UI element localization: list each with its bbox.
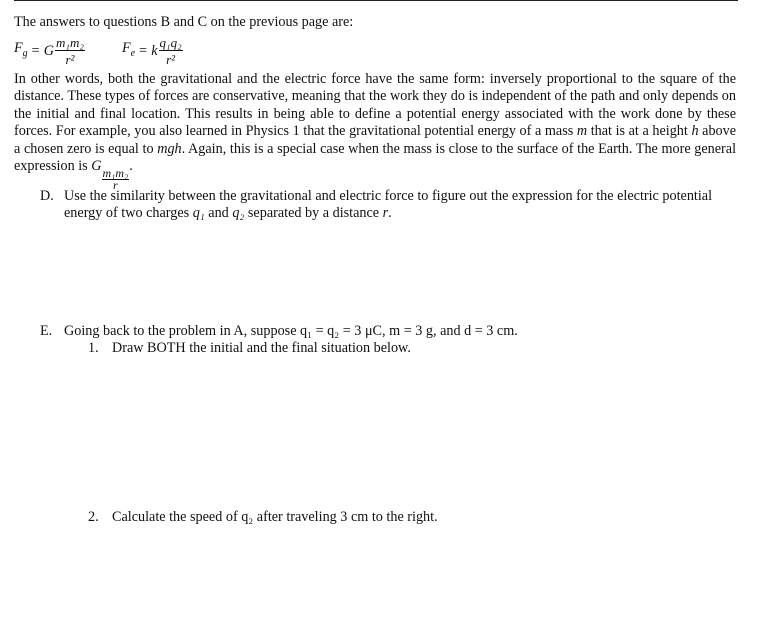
question-d-and: and bbox=[208, 205, 229, 221]
question-e-label: E. bbox=[40, 323, 53, 339]
question-d-text bbox=[64, 188, 712, 222]
potential-numerator: m₁m₂ bbox=[102, 166, 129, 181]
paragraph-text-2: that is at a height bbox=[590, 123, 688, 140]
electric-lhs: F bbox=[122, 40, 131, 57]
question-e-sub1 bbox=[88, 340, 688, 358]
equation-row bbox=[14, 34, 314, 68]
electric-fraction bbox=[159, 36, 183, 66]
question-d-period: . bbox=[388, 205, 392, 221]
question-e-sub2-text: Calculate the speed of q₂ after traveling 3 cm to the right. bbox=[112, 509, 438, 525]
gravity-numerator: m₁m₂ bbox=[56, 35, 84, 50]
question-d-line2b: separated by a distance bbox=[247, 205, 380, 221]
question-d-label: D. bbox=[40, 188, 54, 204]
question-e-sub2 bbox=[88, 509, 688, 527]
const-G: G bbox=[91, 158, 102, 175]
explanation-paragraph bbox=[14, 71, 736, 191]
var-h: h bbox=[691, 123, 699, 140]
gravity-lhs-sub: g bbox=[22, 47, 28, 59]
var-r: r bbox=[382, 205, 389, 221]
paragraph-text-4: . Again, this is a special case when the mass is close to the surface of the Earth. The more general expression is bbox=[14, 140, 737, 175]
paragraph-end: . bbox=[129, 158, 133, 175]
question-d-line2 bbox=[64, 205, 712, 222]
question-e-sub1-label: 1. bbox=[88, 340, 99, 356]
gravity-fraction bbox=[55, 36, 85, 66]
var-q2: q₂ bbox=[232, 205, 245, 221]
var-q1: q₁ bbox=[192, 205, 205, 221]
gravity-denominator: r² bbox=[65, 52, 75, 67]
question-d-line2a: energy of two charges bbox=[64, 205, 190, 221]
electric-numerator: q₁q₂ bbox=[159, 35, 182, 50]
question-d-line1: Use the similarity between the gravitational and electric force to figure out the expression for the electric potential bbox=[64, 188, 713, 204]
question-e-sub2-label: 2. bbox=[88, 509, 99, 525]
question-e bbox=[40, 323, 740, 341]
question-d bbox=[40, 188, 740, 224]
paragraph-text-1: In other words, both the gravitational and the electric force have the same form: inversely proportional to the square of the distance. These types of forces are conservative, meaning that the work they do is independent of the path and only depends on the initial and final location. This results in being able to define a potential energy associated with the work done by these forces. For example, you also learned in Physics 1 that the gravitational potential energy of a mass bbox=[14, 71, 736, 140]
electric-lhs-sub: e bbox=[130, 47, 136, 59]
gravity-lhs: F bbox=[14, 40, 23, 57]
potential-denominator: r bbox=[113, 178, 118, 193]
expr-mgh: mgh bbox=[157, 140, 182, 157]
top-rule bbox=[14, 0, 738, 1]
question-e-sub1-text: Draw BOTH the initial and the final situation below. bbox=[112, 340, 411, 356]
electric-equation bbox=[122, 34, 183, 68]
paragraph-text-3: above a chosen zero is equal to bbox=[14, 123, 737, 157]
electric-denominator: r² bbox=[166, 52, 176, 67]
var-m: m bbox=[576, 123, 588, 140]
gravity-equation bbox=[14, 34, 85, 68]
question-e-text: Going back to the problem in A, suppose q₁ = q₂ = 3 μC, m = 3 g, and d = 3 cm. bbox=[64, 323, 518, 339]
electric-eq-sign: = k bbox=[138, 42, 158, 59]
intro-line: The answers to questions B and C on the previous page are: bbox=[14, 14, 354, 30]
gravity-eq-sign: = G bbox=[30, 42, 55, 59]
